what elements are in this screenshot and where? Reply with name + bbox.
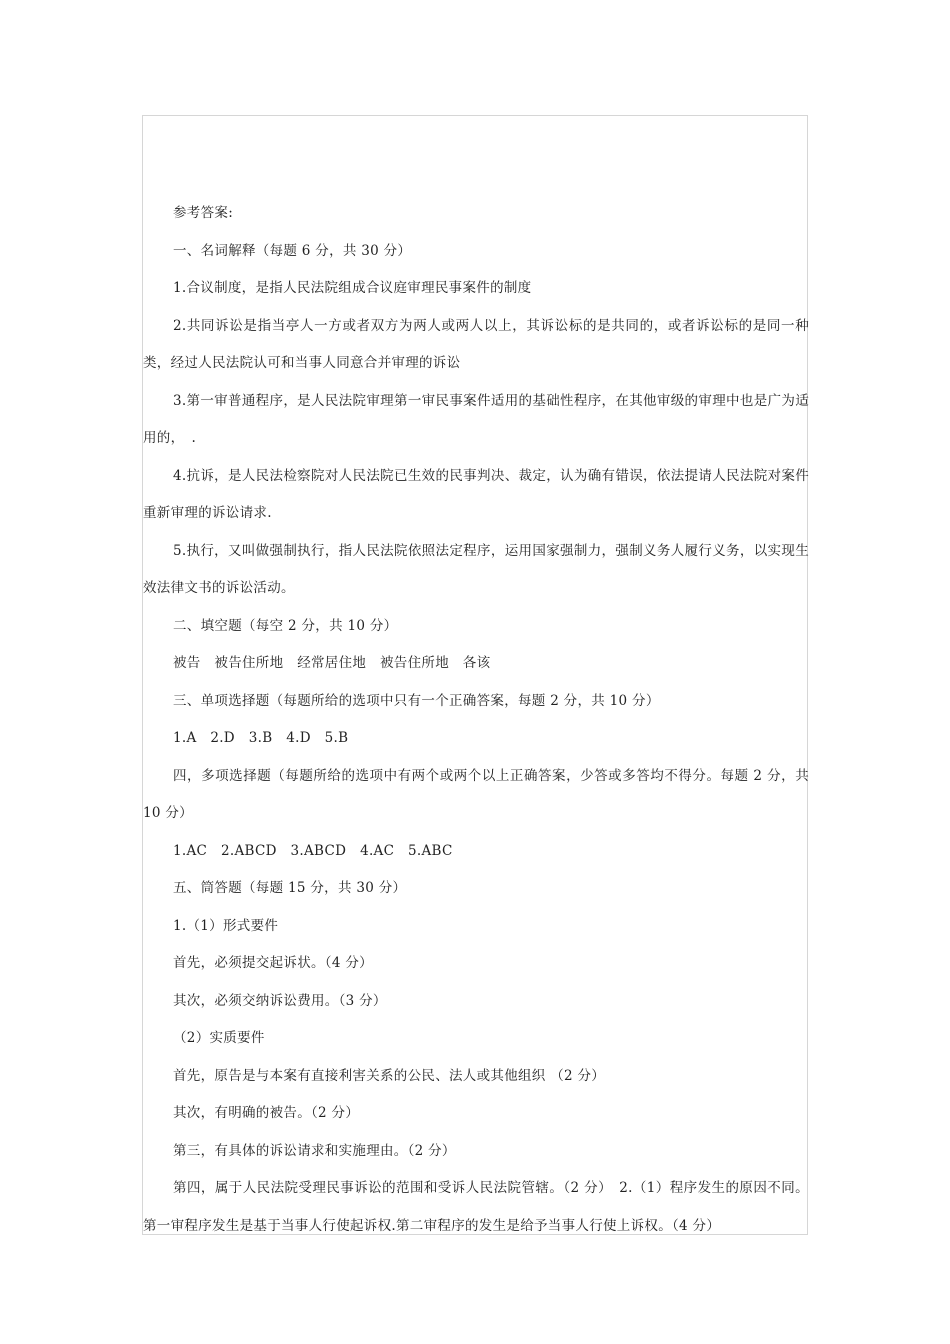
section-heading-fill-in: 二、填空题（每空 2 分，共 10 分） xyxy=(173,617,398,634)
paragraph: 其次，必须交纳诉讼费用。（3 分） xyxy=(173,992,387,1009)
paragraph: 第四，属于人民法院受理民事诉讼的范围和受诉人民法院管辖。（2 分） 2.（1）程序发生的原因不同。第一审程序发生是基于当事人行使起诉权.第二审程序的发生是给予当事人行使上诉权。（4 分） xyxy=(143,1180,809,1234)
paragraph: 首先，必须提交起诉状。（4 分） xyxy=(173,955,373,971)
paragraph: 1.合议制度，是指人民法院组成合议庭审理民事案件的制度 xyxy=(173,280,532,296)
paragraph: 被告 被告住所地 经常居住地 被告住所地 各该 xyxy=(173,655,491,671)
paragraph: 5.执行，又叫做强制执行，指人民法院依照法定程序，运用国家强制力，强制义务人履行义务，以实现生效法律文书的诉讼活动。 xyxy=(143,542,809,596)
section-heading-multiple-choice: 四，多项选择题（每题所给的选项中有两个或两个以上正确答案，少答或多答均不得分。每题 2 分，共 10 分） xyxy=(143,767,814,821)
paragraph: 3.第一审普通程序，是人民法院审理第一审民事案件适用的基础性程序，在其他审级的审理中也是广为适用的， . xyxy=(143,392,809,446)
paragraph: （2）实质要件 xyxy=(173,1030,265,1046)
paragraph: 1.AC 2.ABCD 3.ABCD 4.AC 5.ABC xyxy=(173,842,453,859)
paragraph: 其次，有明确的被告。（2 分） xyxy=(173,1105,360,1121)
paragraph: 2.共同诉讼是指当亭人一方或者双方为两人或两人以上，其诉讼标的是共同的，或者诉讼标的是同一种类，经过人民法院认可和当事人同意合并审理的诉讼 xyxy=(143,317,809,371)
paragraph: 第三，有具体的诉讼请求和实施理由。（2 分） xyxy=(173,1142,456,1159)
section-heading-short-answer: 五、筒答题（每题 15 分，共 30 分） xyxy=(173,880,407,896)
answer-heading: 参考答案: xyxy=(173,205,234,221)
paragraph: 1.A 2.D 3.B 4.D 5.B xyxy=(173,730,349,746)
section-heading-single-choice: 三、单项选择题（每题所给的选项中只有一个正确答案，每题 2 分，共 10 分） xyxy=(173,692,660,709)
paragraph: 1.（1）形式要件 xyxy=(173,917,279,934)
paragraph: 首先，原告是与本案有直接利害关系的公民、法人或其他组织 （2 分） xyxy=(173,1067,606,1084)
answer-document xyxy=(143,195,814,1245)
paragraph: 4.抗诉，是人民法检察院对人民法院已生效的民事判决、裁定，认为确有错误，依法提请人民法院对案件重新审理的诉讼请求. xyxy=(143,467,809,521)
section-heading-terms: 一、名词解释（每题 6 分，共 30 分） xyxy=(173,242,412,259)
